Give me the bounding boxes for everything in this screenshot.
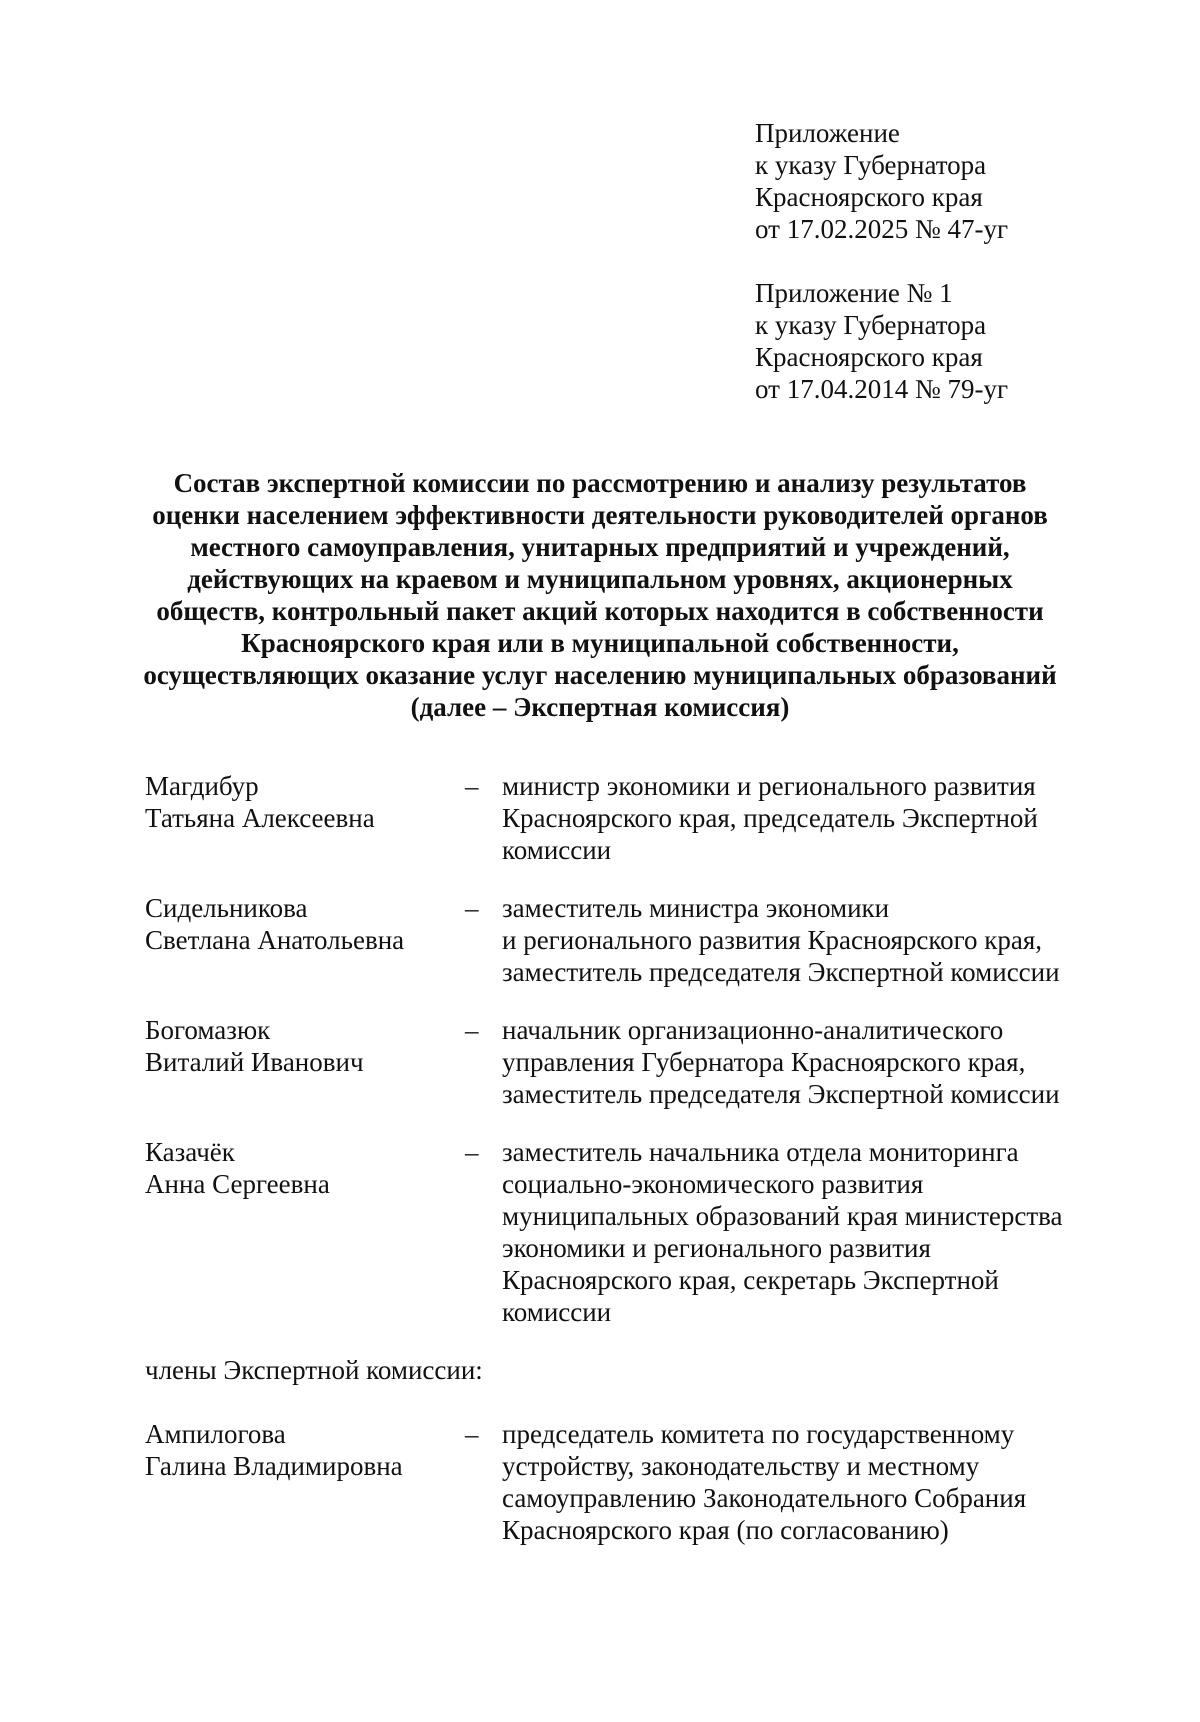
- member-surname: Казачёк: [145, 1137, 235, 1167]
- member-surname: Магдибур: [145, 771, 259, 801]
- dash-separator: –: [465, 1137, 479, 1167]
- role-line: экономики и регионального развития: [502, 1233, 931, 1263]
- member-given-names: Галина Владимировна: [145, 1451, 403, 1481]
- member-role: [502, 770, 1122, 866]
- member-role: [502, 892, 1122, 988]
- appendix-header-current: [755, 117, 1175, 245]
- commission-roster: [145, 770, 1145, 1572]
- role-line: комиссии: [502, 835, 612, 865]
- member-name: [145, 1136, 445, 1200]
- role-line: заместитель председателя Экспертной комиссии: [502, 957, 1060, 987]
- appendix-line: Красноярского края: [755, 182, 983, 212]
- member-role: [502, 1014, 1122, 1110]
- role-line: Красноярского края, председатель Экспертной: [502, 803, 1038, 833]
- member-name: [145, 892, 445, 956]
- roster-entry-deputy-chair: [145, 1014, 1145, 1110]
- appendix-line: к указу Губернатора: [755, 150, 987, 180]
- member-surname: Сидельникова: [145, 893, 308, 923]
- member-name: [145, 770, 445, 834]
- role-line: начальник организационно-аналитического: [502, 1015, 1004, 1045]
- document-title: [100, 467, 1100, 723]
- role-line: министр экономики и регионального развития: [502, 771, 1036, 801]
- roster-entry-secretary: [145, 1136, 1145, 1328]
- member-name: [145, 1418, 445, 1482]
- role-line: муниципальных образований края министерства: [502, 1201, 1063, 1231]
- roster-entry-member: [145, 1418, 1145, 1546]
- roster-entry-chair: [145, 770, 1145, 866]
- role-line: социально-экономического развития: [502, 1169, 924, 1199]
- member-given-names: Светлана Анатольевна: [145, 925, 405, 955]
- title-line: Красноярского края или в муниципальной собственности,: [241, 628, 959, 658]
- role-line: Красноярского края (по согласованию): [502, 1515, 949, 1545]
- role-line: председатель комитета по государственному: [502, 1419, 1015, 1449]
- role-line: заместитель начальника отдела мониторинга: [502, 1137, 1019, 1167]
- title-line: осуществляющих оказание услуг населению муниципальных образований: [143, 660, 1057, 690]
- dash-separator: –: [465, 771, 479, 801]
- appendix-header-original: [755, 277, 1175, 405]
- member-name: [145, 1014, 445, 1078]
- role-line: заместитель министра экономики: [502, 893, 890, 923]
- role-line: и регионального развития Красноярского края,: [502, 925, 1043, 955]
- role-line: Красноярского края, секретарь Экспертной: [502, 1265, 999, 1295]
- title-line: местного самоуправления, унитарных предприятий и учреждений,: [190, 532, 1010, 562]
- role-line: комиссии: [502, 1297, 612, 1327]
- appendix-line: Приложение: [755, 118, 900, 148]
- member-surname: Богомазюк: [145, 1015, 271, 1045]
- appendix-line: от 17.04.2014 № 79-уг: [755, 374, 1009, 404]
- members-heading: члены Экспертной комиссии:: [145, 1355, 483, 1385]
- appendix-line: к указу Губернатора: [755, 310, 987, 340]
- appendix-line: Красноярского края: [755, 342, 983, 372]
- title-line: Состав экспертной комиссии по рассмотрению и анализу результатов: [173, 468, 1027, 498]
- title-line: обществ, контрольный пакет акций которых находится в собственности: [156, 596, 1044, 626]
- roster-entry-deputy-chair: [145, 892, 1145, 988]
- member-role: [502, 1136, 1122, 1328]
- role-line: заместитель председателя Экспертной комиссии: [502, 1079, 1060, 1109]
- member-role: [502, 1418, 1122, 1546]
- member-given-names: Виталий Иванович: [145, 1047, 364, 1077]
- appendix-line: Приложение № 1: [755, 278, 953, 308]
- member-given-names: Татьяна Алексеевна: [145, 803, 375, 833]
- dash-separator: –: [465, 1015, 479, 1045]
- role-line: устройству, законодательству и местному: [502, 1451, 980, 1481]
- appendix-line: от 17.02.2025 № 47-уг: [755, 214, 1009, 244]
- member-given-names: Анна Сергеевна: [145, 1169, 330, 1199]
- title-line: действующих на краевом и муниципальном уровнях, акционерных: [187, 564, 1013, 594]
- role-line: управления Губернатора Красноярского края,: [502, 1047, 1026, 1077]
- dash-separator: –: [465, 893, 479, 923]
- member-surname: Ампилогова: [145, 1419, 286, 1449]
- title-line: оценки населением эффективности деятельности руководителей органов: [152, 500, 1048, 530]
- dash-separator: –: [465, 1419, 479, 1449]
- role-line: самоуправлению Законодательного Собрания: [502, 1483, 1027, 1513]
- title-line: (далее – Экспертная комиссия): [410, 692, 790, 722]
